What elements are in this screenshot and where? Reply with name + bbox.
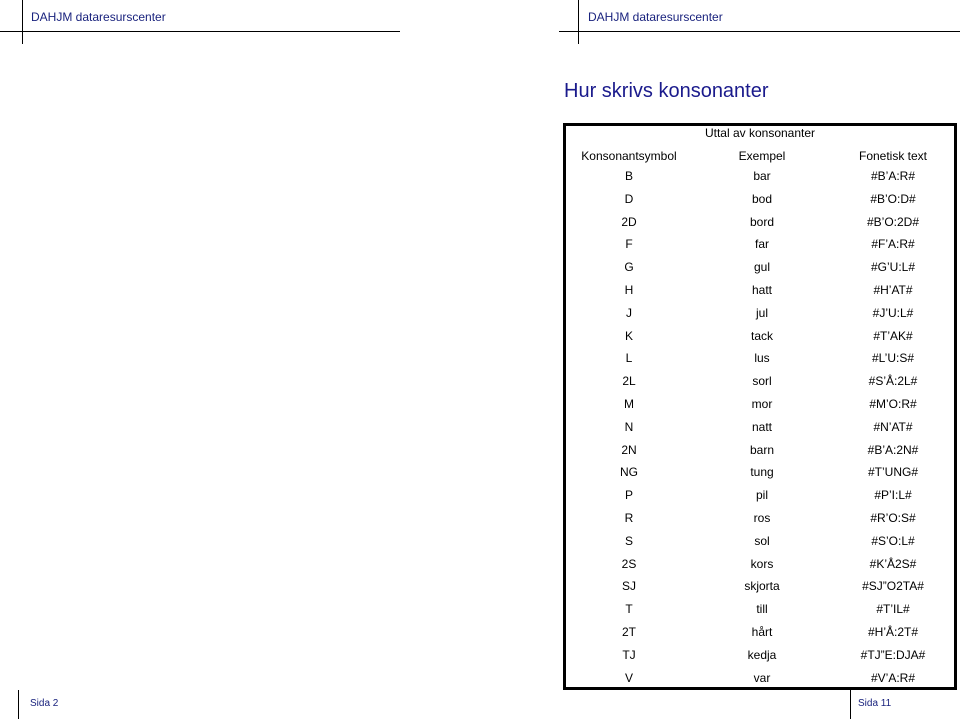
- cell-example: bod: [751, 191, 773, 206]
- table-row: [566, 668, 954, 691]
- cell-example: kors: [750, 556, 774, 571]
- table-row: [566, 234, 954, 257]
- header-rule-left: [0, 31, 400, 32]
- cell-example: var: [753, 670, 771, 685]
- page-title: Hur skrivs konsonanter: [564, 80, 769, 102]
- cell-phonetic: #J’U:L#: [872, 305, 914, 320]
- header-left: DAHJM dataresurscenter: [31, 10, 166, 24]
- table-row: [566, 212, 954, 235]
- table-row: [566, 531, 954, 554]
- cell-symbol: D: [624, 191, 634, 206]
- table-row: [566, 462, 954, 485]
- table-row: [566, 645, 954, 668]
- cell-symbol: P: [624, 488, 633, 503]
- cell-example: bar: [753, 169, 771, 183]
- cell-phonetic: #L’U:S#: [871, 351, 915, 366]
- cell-example: sorl: [752, 374, 772, 389]
- cell-example: till: [756, 602, 768, 617]
- footer-rule-left: [18, 690, 19, 719]
- cell-phonetic: #R’O:S#: [870, 510, 916, 525]
- table-row: [566, 622, 954, 645]
- cell-phonetic: #F’A:R#: [871, 237, 915, 252]
- cell-symbol: 2T: [621, 624, 636, 639]
- table-body: [566, 166, 954, 690]
- cell-example: pil: [755, 488, 768, 503]
- cell-symbol: 2D: [621, 214, 637, 229]
- cell-example: hatt: [751, 282, 772, 297]
- header-rule-left-tick: [22, 0, 23, 44]
- cell-symbol: NG: [620, 465, 638, 480]
- cell-phonetic: #B’A:R#: [870, 169, 916, 183]
- cell-symbol: S: [624, 533, 633, 548]
- cell-phonetic: #TJ”E:DJA#: [860, 647, 926, 662]
- cell-phonetic: #S’O:L#: [871, 533, 915, 548]
- cell-symbol: F: [625, 237, 633, 252]
- cell-example: barn: [749, 442, 775, 457]
- cell-phonetic: #H’AT#: [873, 282, 913, 297]
- cell-symbol: J: [626, 305, 632, 320]
- footer-rule-right: [850, 690, 851, 719]
- cell-example: sol: [754, 533, 770, 548]
- table-row: [566, 554, 954, 577]
- cell-example: hårt: [751, 624, 773, 639]
- cell-symbol: K: [624, 328, 633, 343]
- cell-example: tung: [750, 465, 774, 480]
- table-row: [566, 508, 954, 531]
- page-number-left: Sida 2: [30, 698, 59, 709]
- cell-phonetic: #M’O:R#: [869, 396, 917, 411]
- cell-phonetic: #G’U:L#: [870, 260, 916, 275]
- cell-example: skjorta: [744, 579, 780, 594]
- table-row: [566, 166, 954, 189]
- table-row: [566, 417, 954, 440]
- table-row: [566, 348, 954, 371]
- table-row: [566, 440, 954, 463]
- table-row: [566, 303, 954, 326]
- cell-phonetic: #T’IL#: [876, 602, 910, 617]
- cell-symbol: M: [624, 396, 634, 411]
- column-header-symbol: Konsonantsymbol: [581, 149, 677, 163]
- cell-phonetic: #B’O:2D#: [866, 214, 920, 229]
- table-row: [566, 599, 954, 622]
- cell-example: bord: [749, 214, 775, 229]
- table-row: [566, 576, 954, 599]
- cell-phonetic: #S’Å:2L#: [868, 374, 918, 389]
- cell-phonetic: #K’Å2S#: [869, 556, 917, 571]
- cell-symbol: TJ: [622, 647, 636, 662]
- cell-phonetic: #B’O:D#: [870, 191, 916, 206]
- cell-symbol: B: [624, 169, 633, 183]
- cell-example: gul: [753, 260, 770, 275]
- table-row: [566, 326, 954, 349]
- consonant-table: [563, 123, 957, 690]
- header-right: DAHJM dataresurscenter: [588, 10, 723, 24]
- page-number-right: Sida 11: [858, 698, 892, 709]
- column-header-example: Exempel: [738, 149, 786, 163]
- cell-example: far: [754, 237, 769, 252]
- header-rule-right: [559, 31, 960, 32]
- cell-symbol: R: [624, 510, 634, 525]
- cell-example: ros: [753, 510, 771, 525]
- table-header-row: [566, 146, 954, 164]
- table-row: [566, 280, 954, 303]
- cell-example: natt: [751, 419, 772, 434]
- table-row: [566, 371, 954, 394]
- cell-phonetic: #P’I:L#: [874, 488, 912, 503]
- cell-symbol: 2L: [622, 374, 636, 389]
- cell-symbol: T: [625, 602, 633, 617]
- cell-symbol: H: [624, 282, 634, 297]
- cell-example: kedja: [747, 647, 777, 662]
- cell-phonetic: #N’AT#: [873, 419, 913, 434]
- cell-phonetic: #T’AK#: [873, 328, 913, 343]
- cell-symbol: N: [624, 419, 634, 434]
- column-header-phonetic: Fonetisk text: [858, 149, 928, 163]
- cell-phonetic: #V’A:R#: [870, 670, 916, 685]
- cell-example: lus: [754, 351, 770, 366]
- cell-example: mor: [751, 396, 773, 411]
- cell-phonetic: #B’A:2N#: [867, 442, 919, 457]
- table-row: [566, 485, 954, 508]
- table-row: [566, 189, 954, 212]
- cell-symbol: V: [624, 670, 633, 685]
- cell-symbol: 2S: [621, 556, 637, 571]
- header-rule-right-tick: [578, 0, 579, 44]
- cell-phonetic: #SJ”O2TA#: [862, 579, 924, 594]
- cell-example: jul: [755, 305, 768, 320]
- table-row: [566, 394, 954, 417]
- cell-phonetic: #H’Å:2T#: [867, 624, 919, 639]
- cell-phonetic: #T’UNG#: [867, 465, 918, 480]
- cell-symbol: G: [624, 260, 634, 275]
- table-row: [566, 257, 954, 280]
- cell-example: tack: [750, 328, 773, 343]
- cell-symbol: SJ: [621, 579, 636, 594]
- table-caption: Uttal av konsonanter: [704, 126, 816, 140]
- cell-symbol: 2N: [621, 442, 637, 457]
- cell-symbol: L: [625, 351, 633, 366]
